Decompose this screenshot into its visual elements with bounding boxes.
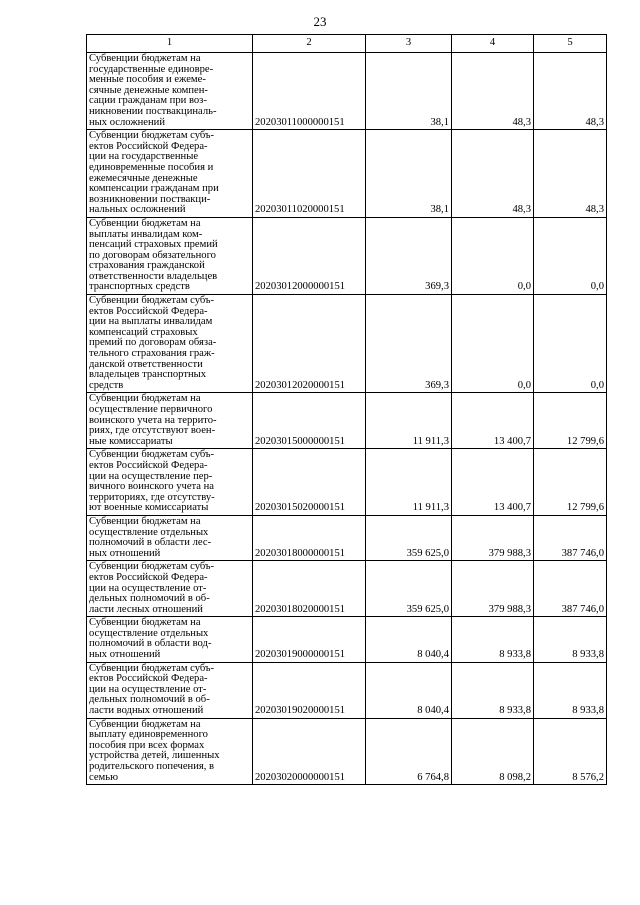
row-value-col3: 11 911,3	[366, 393, 452, 449]
row-code: 20203018000000151	[253, 515, 366, 560]
row-name-line: осуществление отдельных	[89, 627, 209, 639]
row-name-line: ектов Российской Федера-	[89, 305, 208, 317]
column-header: 4	[452, 35, 534, 53]
row-name-line: Субвенции бюджетам субъ-	[89, 295, 215, 307]
row-code: 20203019020000151	[253, 662, 366, 718]
row-value-col5: 48,3	[534, 53, 607, 130]
row-value-col4: 13 400,7	[452, 449, 534, 516]
row-name-line: компенсаций страховых	[89, 326, 198, 338]
row-value-col5: 387 746,0	[534, 561, 607, 617]
row-value-col4: 379 988,3	[452, 561, 534, 617]
row-value-col3: 8 040,4	[366, 617, 452, 662]
table-row	[87, 617, 607, 662]
row-value-col3: 359 625,0	[366, 515, 452, 560]
row-name-line: устройства детей, лишенных	[89, 750, 220, 762]
row-name	[87, 561, 253, 617]
row-name-line: пенсаций страховых премий	[89, 239, 218, 251]
row-value-col3: 369,3	[366, 217, 452, 294]
row-name-line: ласти лесных отношений	[89, 603, 203, 615]
column-header: 1	[87, 35, 253, 53]
row-code: 20203012000000151	[253, 217, 366, 294]
row-name-line: родительского попечения, в	[89, 761, 215, 772]
table-row	[87, 662, 607, 718]
table-row	[87, 295, 607, 393]
row-name-line: средств	[89, 379, 124, 391]
row-value-col4: 48,3	[452, 130, 534, 218]
row-name-line: ласти водных отношений	[89, 705, 204, 717]
row-name-line: премий по договорам обяза-	[89, 337, 217, 349]
row-name-line: территориях, где отсутству-	[89, 491, 215, 503]
row-name-line: ные комиссариаты	[89, 435, 173, 447]
row-code: 20203015020000151	[253, 449, 366, 516]
row-name-line: Субвенции бюджетам на	[89, 718, 201, 730]
row-name-line: единовременные пособия и	[89, 161, 214, 173]
row-name-line: ектов Российской Федера-	[89, 459, 208, 471]
row-code: 20203019000000151	[253, 617, 366, 662]
table-row	[87, 217, 607, 294]
row-name	[87, 449, 253, 516]
row-code: 20203018020000151	[253, 561, 366, 617]
row-value-col3: 38,1	[366, 130, 452, 218]
row-name	[87, 130, 253, 218]
row-name-line: ции на государственные	[89, 151, 199, 163]
row-name-line: компенсации гражданам при	[89, 183, 219, 195]
row-name-line: осуществление отдельных	[89, 526, 209, 538]
row-value-col5: 387 746,0	[534, 515, 607, 560]
row-name-line: Субвенции бюджетам на	[89, 393, 201, 405]
row-name-line: полномочий в области вод-	[89, 638, 212, 650]
row-name-line: данской ответственности	[89, 358, 203, 370]
row-name-line: нальных осложнений	[89, 204, 186, 216]
row-name-line: ответственности владельцев	[89, 270, 218, 282]
row-name	[87, 515, 253, 560]
row-name-line: ции на осуществление пер-	[89, 470, 213, 482]
row-code: 20203020000000151	[253, 718, 366, 785]
row-name	[87, 217, 253, 294]
row-name-line: никновении поствакциналь-	[89, 105, 217, 117]
row-name-line: Субвенции бюджетам на	[89, 53, 201, 64]
row-value-col4: 8 098,2	[452, 718, 534, 785]
table-row	[87, 515, 607, 560]
row-name-line: Субвенции бюджетам субъ-	[89, 449, 215, 461]
row-name-line: Субвенции бюджетам на	[89, 515, 201, 527]
row-value-col3: 6 764,8	[366, 718, 452, 785]
row-name-line: ции на осуществление от-	[89, 683, 207, 695]
page-number: 23	[313, 14, 327, 29]
row-name-line: дельных полномочий в об-	[89, 694, 210, 706]
table-row	[87, 130, 607, 218]
row-name-line: ектов Российской Федера-	[89, 140, 208, 152]
row-value-col5: 12 799,6	[534, 393, 607, 449]
row-value-col4: 0,0	[452, 217, 534, 294]
row-value-col5: 8 933,8	[534, 662, 607, 718]
row-name-line: сации гражданам при воз-	[89, 95, 207, 107]
row-name-line: сячные денежные компен-	[89, 84, 208, 96]
row-name	[87, 53, 253, 130]
row-name-line: менные пособия и ежеме-	[89, 74, 206, 86]
row-value-col5: 12 799,6	[534, 449, 607, 516]
table-row	[87, 718, 607, 785]
row-name-line: дельных полномочий в об-	[89, 593, 210, 605]
row-value-col3: 8 040,4	[366, 662, 452, 718]
row-value-col4: 8 933,8	[452, 662, 534, 718]
row-name-line: вичного воинского учета на	[89, 481, 214, 493]
row-name	[87, 617, 253, 662]
row-name-line: ции на выплаты инвалидам	[89, 316, 213, 328]
row-name-line: ных отношений	[89, 649, 161, 661]
row-value-col4: 8 933,8	[452, 617, 534, 662]
row-value-col5: 0,0	[534, 217, 607, 294]
row-code: 20203011000000151	[253, 53, 366, 130]
row-name-line: тельного страхования граж-	[89, 348, 215, 360]
row-name-line: ции на осуществление от-	[89, 582, 207, 594]
row-name-line: по договорам обязательного	[89, 249, 216, 261]
column-header: 2	[253, 35, 366, 53]
column-header: 5	[534, 35, 607, 53]
row-name-line: осуществление первичного	[89, 404, 213, 415]
budget-table	[86, 34, 607, 785]
row-code: 20203011020000151	[253, 130, 366, 218]
row-value-col4: 379 988,3	[452, 515, 534, 560]
row-name-line: ных отношений	[89, 547, 161, 559]
row-name-line: воинского учета на террито-	[89, 414, 217, 426]
row-value-col4: 13 400,7	[452, 393, 534, 449]
row-name-line: возникновении поствакци-	[89, 193, 211, 205]
row-code: 20203012020000151	[253, 295, 366, 393]
row-name	[87, 295, 253, 393]
row-value-col3: 369,3	[366, 295, 452, 393]
row-name-line: семью	[89, 771, 118, 783]
row-code: 20203015000000151	[253, 393, 366, 449]
row-name-line: Субвенции бюджетам субъ-	[89, 130, 215, 142]
row-name-line: ежемесячные денежные	[89, 172, 198, 184]
row-value-col4: 0,0	[452, 295, 534, 393]
row-value-col5: 8 576,2	[534, 718, 607, 785]
row-value-col5: 48,3	[534, 130, 607, 218]
row-name-line: Субвенции бюджетам на	[89, 217, 201, 229]
row-value-col5: 0,0	[534, 295, 607, 393]
table-row	[87, 53, 607, 130]
table-row	[87, 393, 607, 449]
column-header: 3	[366, 35, 452, 53]
row-name	[87, 718, 253, 785]
row-name-line: транспортных средств	[89, 281, 190, 293]
row-name-line: страхования гражданской	[89, 260, 205, 272]
row-name-line: Субвенции бюджетам на	[89, 617, 201, 629]
row-name-line: полномочий в области лес-	[89, 537, 212, 549]
row-value-col3: 38,1	[366, 53, 452, 130]
table-row	[87, 561, 607, 617]
row-value-col3: 359 625,0	[366, 561, 452, 617]
row-name-line: ектов Российской Федера-	[89, 571, 208, 583]
row-name	[87, 393, 253, 449]
row-name-line: владельцев транспортных	[89, 369, 207, 381]
row-name-line: ют военные комиссариаты	[89, 502, 209, 514]
row-name-line: ных осложнений	[89, 116, 166, 128]
row-name-line: Субвенции бюджетам субъ-	[89, 662, 215, 674]
row-value-col3: 11 911,3	[366, 449, 452, 516]
table-row	[87, 449, 607, 516]
row-name-line: выплаты инвалидам ком-	[89, 228, 203, 240]
row-name-line: государственные единовре-	[89, 63, 214, 75]
row-name-line: выплату единовременного	[89, 729, 208, 741]
row-name-line: пособия при всех формах	[89, 739, 205, 751]
row-value-col4: 48,3	[452, 53, 534, 130]
row-name-line: риях, где отсутствуют воен-	[89, 425, 216, 437]
row-value-col5: 8 933,8	[534, 617, 607, 662]
row-name-line: ектов Российской Федера-	[89, 673, 208, 685]
header-row	[87, 35, 607, 53]
row-name	[87, 662, 253, 718]
row-name-line: Субвенции бюджетам субъ-	[89, 561, 215, 573]
